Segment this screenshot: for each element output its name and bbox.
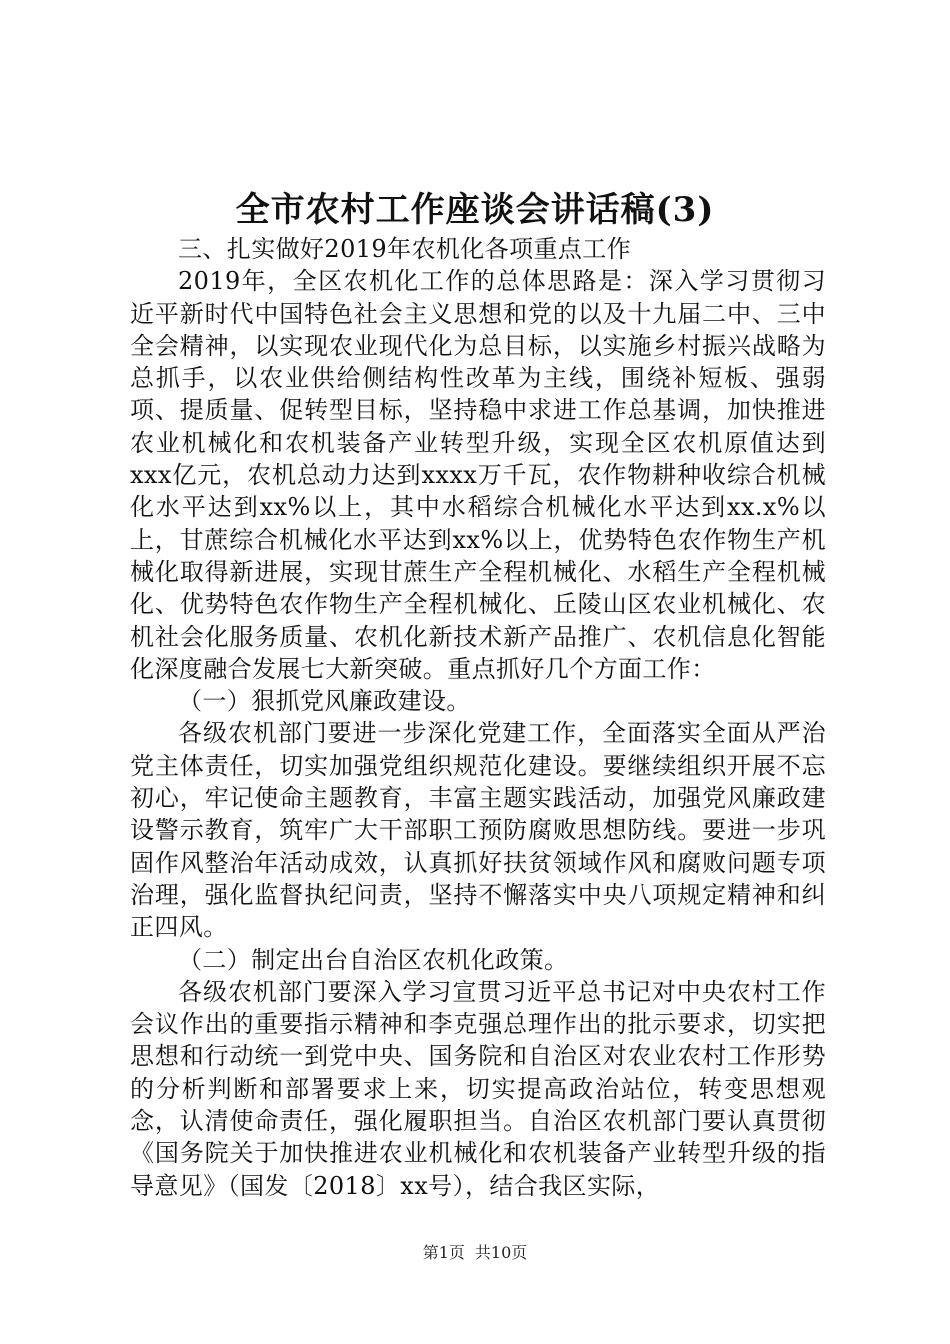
page-footer — [0, 1242, 950, 1264]
subsection-heading: （一）狠抓党风廉政建设。 — [178, 687, 471, 716]
page-total: 共10页 — [474, 1243, 528, 1262]
subsection-heading: （二）制定出台自治区农机化政策。 — [178, 945, 569, 974]
body-paragraph: 各级农机部门要进一步深化党建工作，全面落实全面从严治党主体责任，切实加强党组织规范化建设。要继续组织开展不忘初心，牢记使命主题教育，丰富主题实践活动，加强党风廉政建设警示教育，筑牢广大干部职工预防腐败思想防线。要进一步巩固作风整治年活动成效，认真抓好扶贫领域作风和腐败问题专项治理，强化监督执纪问责，坚持不懈落实中央八项规定精神和纠正四风。 — [130, 719, 826, 942]
document-body — [130, 233, 826, 1202]
body-paragraph: 2019年，全区农机化工作的总体思路是：深入学习贯彻习近平新时代中国特色社会主义思想和党的以及十九届二中、三中全会精神，以实现农业现代化为总目标，以实施乡村振兴战略为总抓手，以农业供给侧结构性改革为主线，围绕补短板、强弱项、提质量、促转型目标，坚持稳中求进工作总基调，加快推进农业机械化和农机装备产业转型升级，实现全区农机原值达到xxx亿元，农机总动力达到xxxx万千瓦，农作物耕种收综合机械化水平达到xx%以上，其中水稻综合机械化水平达到xx.x%以上，甘蔗综合机械化水平达到xx%以上，优势特色农作物生产机械化取得新进展，实现甘蔗生产全程机械化、水稻生产全程机械化、优势特色农作物生产全程机械化、丘陵山区农业机械化、农机社会化服务质量、农机化新技术新产品推广、农机信息化智能化深度融合发展七大新突破。重点抓好几个方面工作： — [130, 267, 826, 683]
section-heading: 三、扎实做好2019年农机化各项重点工作 — [178, 235, 632, 263]
page-number: 第1页 — [422, 1243, 465, 1262]
body-paragraph: 各级农机部门要深入学习宣贯习近平总书记对中央农村工作会议作出的重要指示精神和李克强总理作出的批示要求，切实把思想和行动统一到党中央、国务院和自治区对农业农村工作形势的分析判断和部署要求上来，切实提高政治站位，转变思想观念，认清使命责任，强化履职担当。自治区农机部门要认真贯彻《国务院关于加快推进农业机械化和农机装备产业转型升级的指导意见》（国发〔2018〕xx号），结合我区实际， — [130, 977, 826, 1200]
document-title: 全市农村工作座谈会讲话稿(3) — [235, 190, 715, 230]
